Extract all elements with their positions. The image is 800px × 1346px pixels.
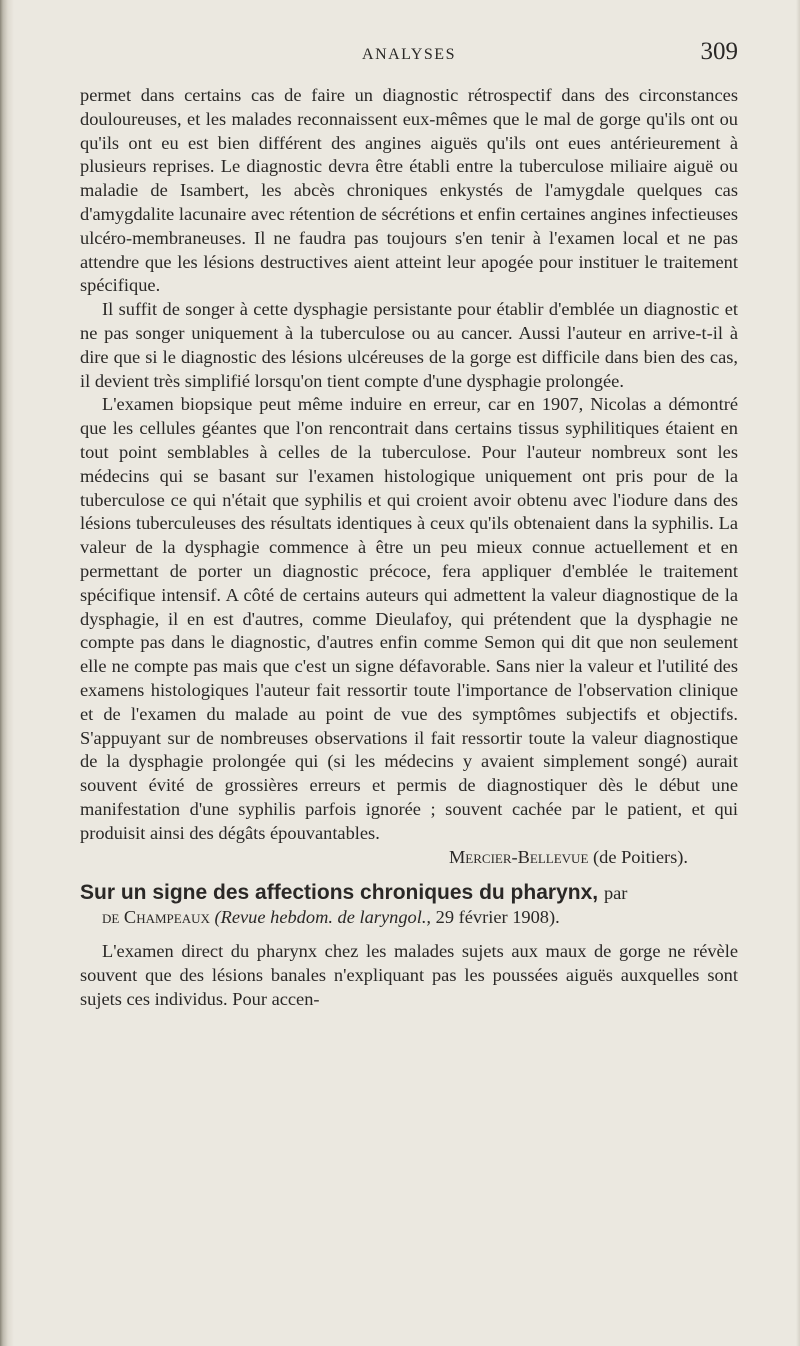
paragraph: permet dans certains cas de faire un diagnostic rétrospectif dans des circonstances douloureuses, et les malades reconnaissent eux-mêmes que le mal de gorge qu'ils ont ou qu'ils ont eu est bien différent des angines aiguës qu'ils ont eues antérieurement à plusieurs reprises. Le diagnostic devra être établi entre la tuberculose miliaire aiguë ou maladie de Isambert, les abcès chroniques enkystés de l'amygdale quelques cas d'amygdalite lacunaire avec rétention de sécrétions et enfin certaines angines infectieuses ulcéro-membraneuses. Il ne faudra pas toujours s'en tenir à l'examen local et ne pas attendre que les lésions destructives aient atteint leur apogée pour instituer le traitement spécifique. — [80, 85, 738, 296]
signature-place: (de Poitiers). — [593, 846, 688, 867]
paragraph: L'examen direct du pharynx chez les malades sujets aux maux de gorge ne révèle souvent que des lésions banales n'expliquant pas les poussées aiguës auxquelles sont sujets ces individus. Pour accen- — [80, 941, 738, 1009]
article-title-line — [80, 880, 738, 906]
signature-name: Mercier-Bellevue — [448, 846, 589, 867]
article-date: 29 février 1908). — [435, 907, 560, 928]
article-author: de Champeaux — [102, 907, 210, 928]
page-number: 309 — [700, 38, 738, 65]
article-par: par — [603, 883, 628, 904]
running-title: ANALYSES — [362, 46, 456, 63]
paragraph: Il suffit de songer à cette dysphagie persistante pour établir d'emblée un diagnostic et ne pas songer uniquement à la tuberculose ou au cancer. Aussi l'auteur en arrive-t-il à dire que si le diagnostic des lésions ulcéreuses de la gorge est difficile dans bien des cas, il devient très simplifié lorsqu'on tient compte d'une dysphagie prolongée. — [80, 299, 738, 391]
article-journal: (Revue hebdom. de laryngol., — [214, 907, 432, 928]
body-text — [80, 84, 738, 1011]
signature — [80, 846, 738, 870]
article-byline — [80, 906, 738, 930]
paragraph: L'examen biopsique peut même induire en erreur, car en 1907, Nicolas a démontré que les cellules géantes que l'on rencontrait dans certains tissus syphilitiques étaient en tout point semblables à celles de la tuberculose. Pour l'auteur nombreux sont les médecins qui se basant sur l'examen histologique uniquement ont pris pour de la tuberculose ce qui n'était que syphilis et qui croient avoir obtenu avec l'iodure dans des lésions tuberculeuses des résultats identiques à ceux qu'ils obtenaient dans la syphilis. La valeur de la dysphagie commence à être un peu mieux connue actuellement et en permettant de porter un diagnostic précoce, fera appliquer d'emblée le traitement spécifique intensif. A côté de certains auteurs qui admettent la valeur diagnostique de la dysphagie, il en est d'autres, comme Dieulafoy, qui prétendent que la dysphagie ne compte pas dans le diagnostic, d'autres enfin comme Semon qui dit que non seulement elle ne compte pas mais que c'est un signe défavorable. Sans nier la valeur et l'utilité des examens histologiques l'auteur fait ressortir toute l'importance de l'observation clinique et de l'examen du malade au point de vue des symptômes subjectifs et objectifs. S'appuyant sur de nombreuses observations il fait ressortir toute la valeur diagnostique de la dysphagie prolongée qui (si les médecins y avaient simplement songé) aurait souvent évité de grossières erreurs et permis de diagnostiquer dès le début une manifestation d'une syphilis parfois ignorée ; souvent cachée par le patient, et qui produisit ainsi des dégâts épouvantables. — [80, 394, 738, 843]
article-title: Sur un signe des affections chroniques du pharynx, — [80, 881, 599, 905]
running-head — [80, 36, 738, 76]
